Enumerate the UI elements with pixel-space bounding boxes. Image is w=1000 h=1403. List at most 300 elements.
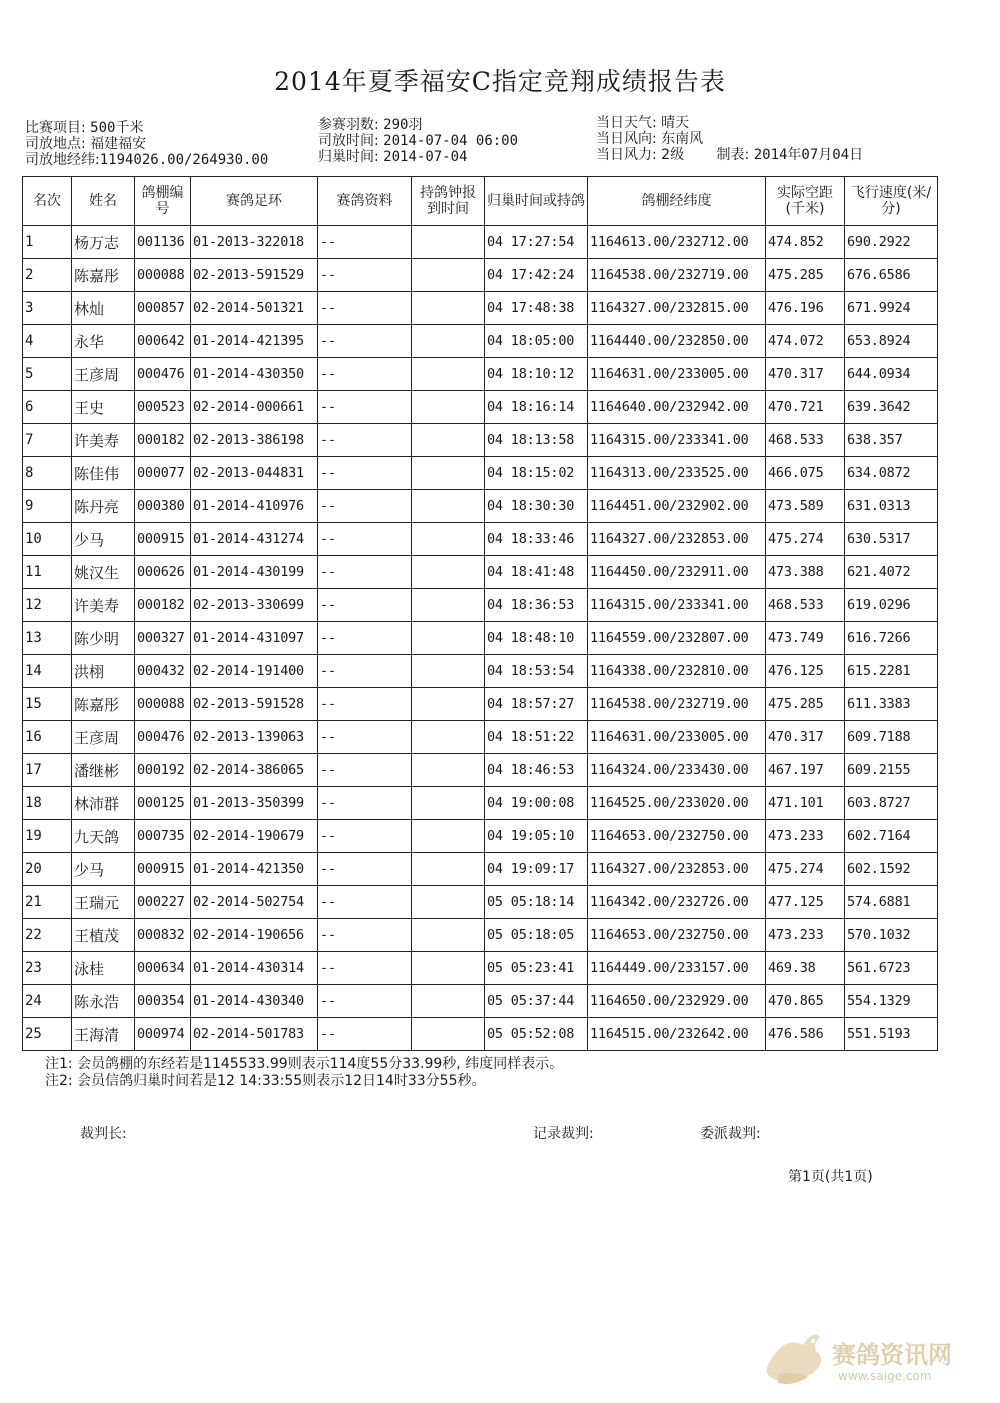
ring-cell: 01-2014-430340 bbox=[191, 985, 318, 1018]
coords-cell: 1164327.00/232815.00 bbox=[588, 292, 766, 325]
info-cell: -- bbox=[318, 1018, 412, 1051]
name-cell: 陈丹亮 bbox=[72, 490, 135, 523]
clock-cell bbox=[412, 787, 485, 820]
clock-cell bbox=[412, 754, 485, 787]
ring-cell: 02-2013-591529 bbox=[191, 259, 318, 292]
arrival-cell: 04 18:36:53 bbox=[485, 589, 588, 622]
distance-cell: 466.075 bbox=[766, 457, 845, 490]
speed-cell: 554.1329 bbox=[845, 985, 938, 1018]
weather-line bbox=[596, 115, 689, 131]
table-row bbox=[23, 391, 938, 424]
name-cell: 陈佳伟 bbox=[72, 457, 135, 490]
distance-cell: 467.197 bbox=[766, 754, 845, 787]
ring-cell: 01-2014-421395 bbox=[191, 325, 318, 358]
coords-cell: 1164324.00/233430.00 bbox=[588, 754, 766, 787]
name-cell: 陈嘉彤 bbox=[72, 688, 135, 721]
clock-cell bbox=[412, 226, 485, 259]
rank-cell: 3 bbox=[23, 292, 72, 325]
ring-cell: 02-2014-386065 bbox=[191, 754, 318, 787]
arrival-cell: 04 17:48:38 bbox=[485, 292, 588, 325]
info-cell: -- bbox=[318, 952, 412, 985]
release-time-value: 2014-07-04 06:00 bbox=[383, 133, 519, 149]
distance-cell: 470.721 bbox=[766, 391, 845, 424]
return-time-label: 归巢时间: bbox=[318, 149, 379, 165]
name-cell: 陈少明 bbox=[72, 622, 135, 655]
notes bbox=[45, 1056, 563, 1090]
name-cell: 王海清 bbox=[72, 1018, 135, 1051]
race-item-value: 500千米 bbox=[90, 120, 144, 136]
name-cell: 王彦周 bbox=[72, 358, 135, 391]
info-cell: -- bbox=[318, 754, 412, 787]
header-row bbox=[23, 177, 938, 226]
info-cell: -- bbox=[318, 292, 412, 325]
coords-cell: 1164631.00/233005.00 bbox=[588, 358, 766, 391]
coords-cell: 1164451.00/232902.00 bbox=[588, 490, 766, 523]
arrival-cell: 05 05:52:08 bbox=[485, 1018, 588, 1051]
coords-cell: 1164450.00/232911.00 bbox=[588, 556, 766, 589]
loft-cell: 000476 bbox=[135, 721, 191, 754]
return-time-line bbox=[318, 149, 467, 165]
ring-cell: 02-2014-190679 bbox=[191, 820, 318, 853]
distance-cell: 468.533 bbox=[766, 589, 845, 622]
table-row bbox=[23, 589, 938, 622]
distance-cell: 475.274 bbox=[766, 853, 845, 886]
loft-cell: 000182 bbox=[135, 589, 191, 622]
arrival-cell: 05 05:18:05 bbox=[485, 919, 588, 952]
speed-cell: 634.0872 bbox=[845, 457, 938, 490]
entries-label: 参赛羽数: bbox=[318, 117, 379, 133]
distance-cell: 470.865 bbox=[766, 985, 845, 1018]
speed-cell: 611.3383 bbox=[845, 688, 938, 721]
rank-cell: 14 bbox=[23, 655, 72, 688]
ring-cell: 02-2013-591528 bbox=[191, 688, 318, 721]
rank-cell: 25 bbox=[23, 1018, 72, 1051]
return-time-value: 2014-07-04 bbox=[383, 149, 468, 165]
ring-cell: 01-2013-322018 bbox=[191, 226, 318, 259]
coords-cell: 1164449.00/233157.00 bbox=[588, 952, 766, 985]
rank-cell: 1 bbox=[23, 226, 72, 259]
speed-cell: 570.1032 bbox=[845, 919, 938, 952]
clock-cell bbox=[412, 853, 485, 886]
made-label: 制表: bbox=[716, 147, 750, 163]
page-title: 2014年夏季福安C指定竞翔成绩报告表 bbox=[274, 67, 726, 96]
release-time-label: 司放时间: bbox=[318, 133, 379, 149]
table-row bbox=[23, 226, 938, 259]
name-cell: 少马 bbox=[72, 523, 135, 556]
ring-cell: 02-2013-386198 bbox=[191, 424, 318, 457]
arrival-cell: 04 18:10:12 bbox=[485, 358, 588, 391]
arrival-cell: 04 18:57:27 bbox=[485, 688, 588, 721]
name-cell: 杨万志 bbox=[72, 226, 135, 259]
rank-cell: 7 bbox=[23, 424, 72, 457]
arrival-cell: 04 18:30:30 bbox=[485, 490, 588, 523]
distance-cell: 476.196 bbox=[766, 292, 845, 325]
clock-cell bbox=[412, 820, 485, 853]
results-table bbox=[22, 176, 938, 1051]
table-row bbox=[23, 457, 938, 490]
rank-cell: 15 bbox=[23, 688, 72, 721]
info-cell: -- bbox=[318, 853, 412, 886]
table-row bbox=[23, 490, 938, 523]
name-cell: 许美寿 bbox=[72, 589, 135, 622]
coords-cell: 1164315.00/233341.00 bbox=[588, 589, 766, 622]
info-cell: -- bbox=[318, 490, 412, 523]
name-cell: 林沛群 bbox=[72, 787, 135, 820]
distance-cell: 474.072 bbox=[766, 325, 845, 358]
name-cell: 林灿 bbox=[72, 292, 135, 325]
col-header: 名次 bbox=[23, 177, 72, 226]
loft-cell: 000182 bbox=[135, 424, 191, 457]
col-header: 归巢时间或持鸽 bbox=[485, 177, 588, 226]
clock-cell bbox=[412, 919, 485, 952]
loft-cell: 000832 bbox=[135, 919, 191, 952]
info-cell: -- bbox=[318, 523, 412, 556]
table-row bbox=[23, 523, 938, 556]
wind-dir-label: 当日风向: bbox=[596, 131, 657, 147]
loft-cell: 000077 bbox=[135, 457, 191, 490]
info-cell: -- bbox=[318, 259, 412, 292]
info-cell: -- bbox=[318, 886, 412, 919]
ring-cell: 01-2014-430350 bbox=[191, 358, 318, 391]
speed-cell: 639.3642 bbox=[845, 391, 938, 424]
col-header: 鸽棚经纬度 bbox=[588, 177, 766, 226]
speed-cell: 602.1592 bbox=[845, 853, 938, 886]
release-coords-label: 司放地经纬: bbox=[25, 152, 100, 168]
arrival-cell: 04 18:13:58 bbox=[485, 424, 588, 457]
arrival-cell: 05 05:37:44 bbox=[485, 985, 588, 1018]
info-cell: -- bbox=[318, 325, 412, 358]
wind-force-value: 2级 bbox=[661, 147, 685, 163]
coords-cell: 1164525.00/233020.00 bbox=[588, 787, 766, 820]
arrival-cell: 04 19:00:08 bbox=[485, 787, 588, 820]
arrival-cell: 04 18:33:46 bbox=[485, 523, 588, 556]
speed-cell: 619.0296 bbox=[845, 589, 938, 622]
clock-cell bbox=[412, 721, 485, 754]
loft-cell: 000634 bbox=[135, 952, 191, 985]
rank-cell: 6 bbox=[23, 391, 72, 424]
ring-cell: 02-2013-330699 bbox=[191, 589, 318, 622]
watermark-url: www.saige.com bbox=[838, 1369, 932, 1383]
clock-cell bbox=[412, 1018, 485, 1051]
made-date: 2014年07月04日 bbox=[753, 147, 864, 163]
table-row bbox=[23, 424, 938, 457]
loft-cell: 000915 bbox=[135, 523, 191, 556]
distance-cell: 476.586 bbox=[766, 1018, 845, 1051]
coords-cell: 1164313.00/233525.00 bbox=[588, 457, 766, 490]
rank-cell: 20 bbox=[23, 853, 72, 886]
release-coords-value: 1194026.00/264930.00 bbox=[99, 152, 269, 168]
clock-cell bbox=[412, 490, 485, 523]
info-cell: -- bbox=[318, 556, 412, 589]
name-cell: 王瑞元 bbox=[72, 886, 135, 919]
coords-cell: 1164650.00/232929.00 bbox=[588, 985, 766, 1018]
rank-cell: 21 bbox=[23, 886, 72, 919]
speed-cell: 609.2155 bbox=[845, 754, 938, 787]
coords-cell: 1164538.00/232719.00 bbox=[588, 688, 766, 721]
col-header: 飞行速度(米/分) bbox=[845, 177, 938, 226]
note-2: 注2: 会员信鸽归巢时间若是12 14:33:55则表示12日14时33分55秒。 bbox=[45, 1073, 486, 1089]
name-cell: 泳桂 bbox=[72, 952, 135, 985]
ring-cell: 01-2014-430199 bbox=[191, 556, 318, 589]
distance-cell: 476.125 bbox=[766, 655, 845, 688]
name-cell: 潘继彬 bbox=[72, 754, 135, 787]
table-row bbox=[23, 556, 938, 589]
distance-cell: 475.274 bbox=[766, 523, 845, 556]
arrival-cell: 05 05:23:41 bbox=[485, 952, 588, 985]
arrival-cell: 04 19:05:10 bbox=[485, 820, 588, 853]
table-row bbox=[23, 259, 938, 292]
name-cell: 永华 bbox=[72, 325, 135, 358]
distance-cell: 470.317 bbox=[766, 358, 845, 391]
coords-cell: 1164327.00/232853.00 bbox=[588, 523, 766, 556]
rank-cell: 5 bbox=[23, 358, 72, 391]
loft-cell: 000974 bbox=[135, 1018, 191, 1051]
speed-cell: 621.4072 bbox=[845, 556, 938, 589]
ring-cell: 02-2014-502754 bbox=[191, 886, 318, 919]
clock-cell bbox=[412, 292, 485, 325]
race-item-line bbox=[25, 120, 143, 136]
pigeon-logo-icon bbox=[758, 1325, 838, 1395]
ring-cell: 01-2013-350399 bbox=[191, 787, 318, 820]
speed-cell: 602.7164 bbox=[845, 820, 938, 853]
col-header: 赛鸽足环 bbox=[191, 177, 318, 226]
loft-cell: 000432 bbox=[135, 655, 191, 688]
coords-cell: 1164327.00/232853.00 bbox=[588, 853, 766, 886]
coords-cell: 1164640.00/232942.00 bbox=[588, 391, 766, 424]
entries-value: 290羽 bbox=[383, 117, 423, 133]
rank-cell: 8 bbox=[23, 457, 72, 490]
speed-cell: 561.6723 bbox=[845, 952, 938, 985]
distance-cell: 474.852 bbox=[766, 226, 845, 259]
distance-cell: 473.388 bbox=[766, 556, 845, 589]
distance-cell: 470.317 bbox=[766, 721, 845, 754]
arrival-cell: 04 18:05:00 bbox=[485, 325, 588, 358]
wind-force-line bbox=[596, 147, 863, 163]
clock-cell bbox=[412, 391, 485, 424]
info-cell: -- bbox=[318, 358, 412, 391]
rank-cell: 9 bbox=[23, 490, 72, 523]
table-row bbox=[23, 787, 938, 820]
table-row bbox=[23, 985, 938, 1018]
coords-cell: 1164613.00/232712.00 bbox=[588, 226, 766, 259]
speed-cell: 616.7266 bbox=[845, 622, 938, 655]
table-row bbox=[23, 919, 938, 952]
table-row bbox=[23, 952, 938, 985]
rank-cell: 13 bbox=[23, 622, 72, 655]
clock-cell bbox=[412, 424, 485, 457]
ring-cell: 01-2014-431097 bbox=[191, 622, 318, 655]
ring-cell: 01-2014-421350 bbox=[191, 853, 318, 886]
clock-cell bbox=[412, 325, 485, 358]
speed-cell: 631.0313 bbox=[845, 490, 938, 523]
watermark-brand: 赛鸽资讯网 bbox=[832, 1341, 952, 1369]
table-row bbox=[23, 853, 938, 886]
info-cell: -- bbox=[318, 457, 412, 490]
table-row bbox=[23, 325, 938, 358]
arrival-cell: 04 17:42:24 bbox=[485, 259, 588, 292]
loft-cell: 000354 bbox=[135, 985, 191, 1018]
clock-cell bbox=[412, 886, 485, 919]
coords-cell: 1164631.00/233005.00 bbox=[588, 721, 766, 754]
loft-cell: 000626 bbox=[135, 556, 191, 589]
rank-cell: 11 bbox=[23, 556, 72, 589]
info-cell: -- bbox=[318, 226, 412, 259]
info-cell: -- bbox=[318, 655, 412, 688]
col-header: 赛鸽资料 bbox=[318, 177, 412, 226]
weather-label: 当日天气: bbox=[596, 115, 657, 131]
table-row bbox=[23, 754, 938, 787]
ring-cell: 02-2014-501321 bbox=[191, 292, 318, 325]
clock-cell bbox=[412, 358, 485, 391]
rank-cell: 24 bbox=[23, 985, 72, 1018]
release-place-line bbox=[25, 136, 146, 152]
chief-judge-label: 裁判长: bbox=[80, 1126, 127, 1142]
table-row bbox=[23, 721, 938, 754]
arrival-cell: 04 19:09:17 bbox=[485, 853, 588, 886]
info-cell: -- bbox=[318, 820, 412, 853]
watermark bbox=[758, 1325, 968, 1395]
distance-cell: 475.285 bbox=[766, 259, 845, 292]
race-item-label: 比赛项目: bbox=[25, 120, 86, 136]
coords-cell: 1164515.00/232642.00 bbox=[588, 1018, 766, 1051]
info-cell: -- bbox=[318, 787, 412, 820]
arrival-cell: 04 17:27:54 bbox=[485, 226, 588, 259]
loft-cell: 000523 bbox=[135, 391, 191, 424]
coords-cell: 1164342.00/232726.00 bbox=[588, 886, 766, 919]
loft-cell: 000857 bbox=[135, 292, 191, 325]
loft-cell: 000476 bbox=[135, 358, 191, 391]
name-cell: 洪栩 bbox=[72, 655, 135, 688]
loft-cell: 000915 bbox=[135, 853, 191, 886]
speed-cell: 630.5317 bbox=[845, 523, 938, 556]
loft-cell: 000642 bbox=[135, 325, 191, 358]
clock-cell bbox=[412, 589, 485, 622]
speed-cell: 551.5193 bbox=[845, 1018, 938, 1051]
clock-cell bbox=[412, 622, 485, 655]
clock-cell bbox=[412, 688, 485, 721]
speed-cell: 638.357 bbox=[845, 424, 938, 457]
speed-cell: 615.2281 bbox=[845, 655, 938, 688]
coords-cell: 1164315.00/233341.00 bbox=[588, 424, 766, 457]
clock-cell bbox=[412, 259, 485, 292]
speed-cell: 671.9924 bbox=[845, 292, 938, 325]
table-row bbox=[23, 358, 938, 391]
loft-cell: 000088 bbox=[135, 259, 191, 292]
distance-cell: 477.125 bbox=[766, 886, 845, 919]
distance-cell: 469.38 bbox=[766, 952, 845, 985]
arrival-cell: 04 18:16:14 bbox=[485, 391, 588, 424]
rank-cell: 19 bbox=[23, 820, 72, 853]
name-cell: 姚汉生 bbox=[72, 556, 135, 589]
recorder-judge-label: 记录裁判: bbox=[533, 1126, 594, 1142]
table-row bbox=[23, 688, 938, 721]
rank-cell: 2 bbox=[23, 259, 72, 292]
name-cell: 王史 bbox=[72, 391, 135, 424]
clock-cell bbox=[412, 523, 485, 556]
distance-cell: 473.233 bbox=[766, 820, 845, 853]
distance-cell: 475.285 bbox=[766, 688, 845, 721]
info-cell: -- bbox=[318, 919, 412, 952]
arrival-cell: 04 18:51:22 bbox=[485, 721, 588, 754]
note-1: 注1: 会员鸽棚的东经若是1145533.99则表示114度55分33.99秒, 纬度同样表示。 bbox=[45, 1056, 564, 1072]
info-cell: -- bbox=[318, 424, 412, 457]
col-header: 姓名 bbox=[72, 177, 135, 226]
coords-cell: 1164338.00/232810.00 bbox=[588, 655, 766, 688]
speed-cell: 644.0934 bbox=[845, 358, 938, 391]
rank-cell: 4 bbox=[23, 325, 72, 358]
info-cell: -- bbox=[318, 721, 412, 754]
name-cell: 少马 bbox=[72, 853, 135, 886]
speed-cell: 653.8924 bbox=[845, 325, 938, 358]
table-row bbox=[23, 655, 938, 688]
rank-cell: 10 bbox=[23, 523, 72, 556]
coords-cell: 1164653.00/232750.00 bbox=[588, 919, 766, 952]
name-cell: 许美寿 bbox=[72, 424, 135, 457]
loft-cell: 000192 bbox=[135, 754, 191, 787]
info-cell: -- bbox=[318, 391, 412, 424]
speed-cell: 609.7188 bbox=[845, 721, 938, 754]
loft-cell: 000380 bbox=[135, 490, 191, 523]
coords-cell: 1164440.00/232850.00 bbox=[588, 325, 766, 358]
rank-cell: 22 bbox=[23, 919, 72, 952]
wind-dir-line bbox=[596, 131, 703, 147]
coords-cell: 1164559.00/232807.00 bbox=[588, 622, 766, 655]
clock-cell bbox=[412, 985, 485, 1018]
loft-cell: 000227 bbox=[135, 886, 191, 919]
loft-cell: 000735 bbox=[135, 820, 191, 853]
loft-cell: 000327 bbox=[135, 622, 191, 655]
arrival-cell: 05 05:18:14 bbox=[485, 886, 588, 919]
ring-cell: 02-2013-139063 bbox=[191, 721, 318, 754]
ring-cell: 02-2014-501783 bbox=[191, 1018, 318, 1051]
table-row bbox=[23, 820, 938, 853]
speed-cell: 676.6586 bbox=[845, 259, 938, 292]
arrival-cell: 04 18:53:54 bbox=[485, 655, 588, 688]
entries-line bbox=[318, 117, 422, 133]
arrival-cell: 04 18:46:53 bbox=[485, 754, 588, 787]
distance-cell: 471.101 bbox=[766, 787, 845, 820]
clock-cell bbox=[412, 655, 485, 688]
ring-cell: 02-2013-044831 bbox=[191, 457, 318, 490]
ring-cell: 01-2014-431274 bbox=[191, 523, 318, 556]
clock-cell bbox=[412, 556, 485, 589]
loft-cell: 000125 bbox=[135, 787, 191, 820]
clock-cell bbox=[412, 952, 485, 985]
table-row bbox=[23, 1018, 938, 1051]
weather-value: 晴天 bbox=[661, 115, 690, 131]
info-cell: -- bbox=[318, 985, 412, 1018]
distance-cell: 473.749 bbox=[766, 622, 845, 655]
speed-cell: 603.8727 bbox=[845, 787, 938, 820]
col-header: 实际空距(千米) bbox=[766, 177, 845, 226]
name-cell: 王彦周 bbox=[72, 721, 135, 754]
speed-cell: 690.2922 bbox=[845, 226, 938, 259]
ring-cell: 02-2014-191400 bbox=[191, 655, 318, 688]
distance-cell: 473.233 bbox=[766, 919, 845, 952]
arrival-cell: 04 18:48:10 bbox=[485, 622, 588, 655]
info-cell: -- bbox=[318, 589, 412, 622]
info-cell: -- bbox=[318, 688, 412, 721]
name-cell: 九天鸽 bbox=[72, 820, 135, 853]
table-row bbox=[23, 622, 938, 655]
name-cell: 陈永浩 bbox=[72, 985, 135, 1018]
release-place-value: 福建福安 bbox=[90, 136, 147, 152]
rank-cell: 12 bbox=[23, 589, 72, 622]
name-cell: 王植茂 bbox=[72, 919, 135, 952]
arrival-cell: 04 18:41:48 bbox=[485, 556, 588, 589]
loft-cell: 001136 bbox=[135, 226, 191, 259]
wind-force-label: 当日风力: bbox=[596, 147, 657, 163]
